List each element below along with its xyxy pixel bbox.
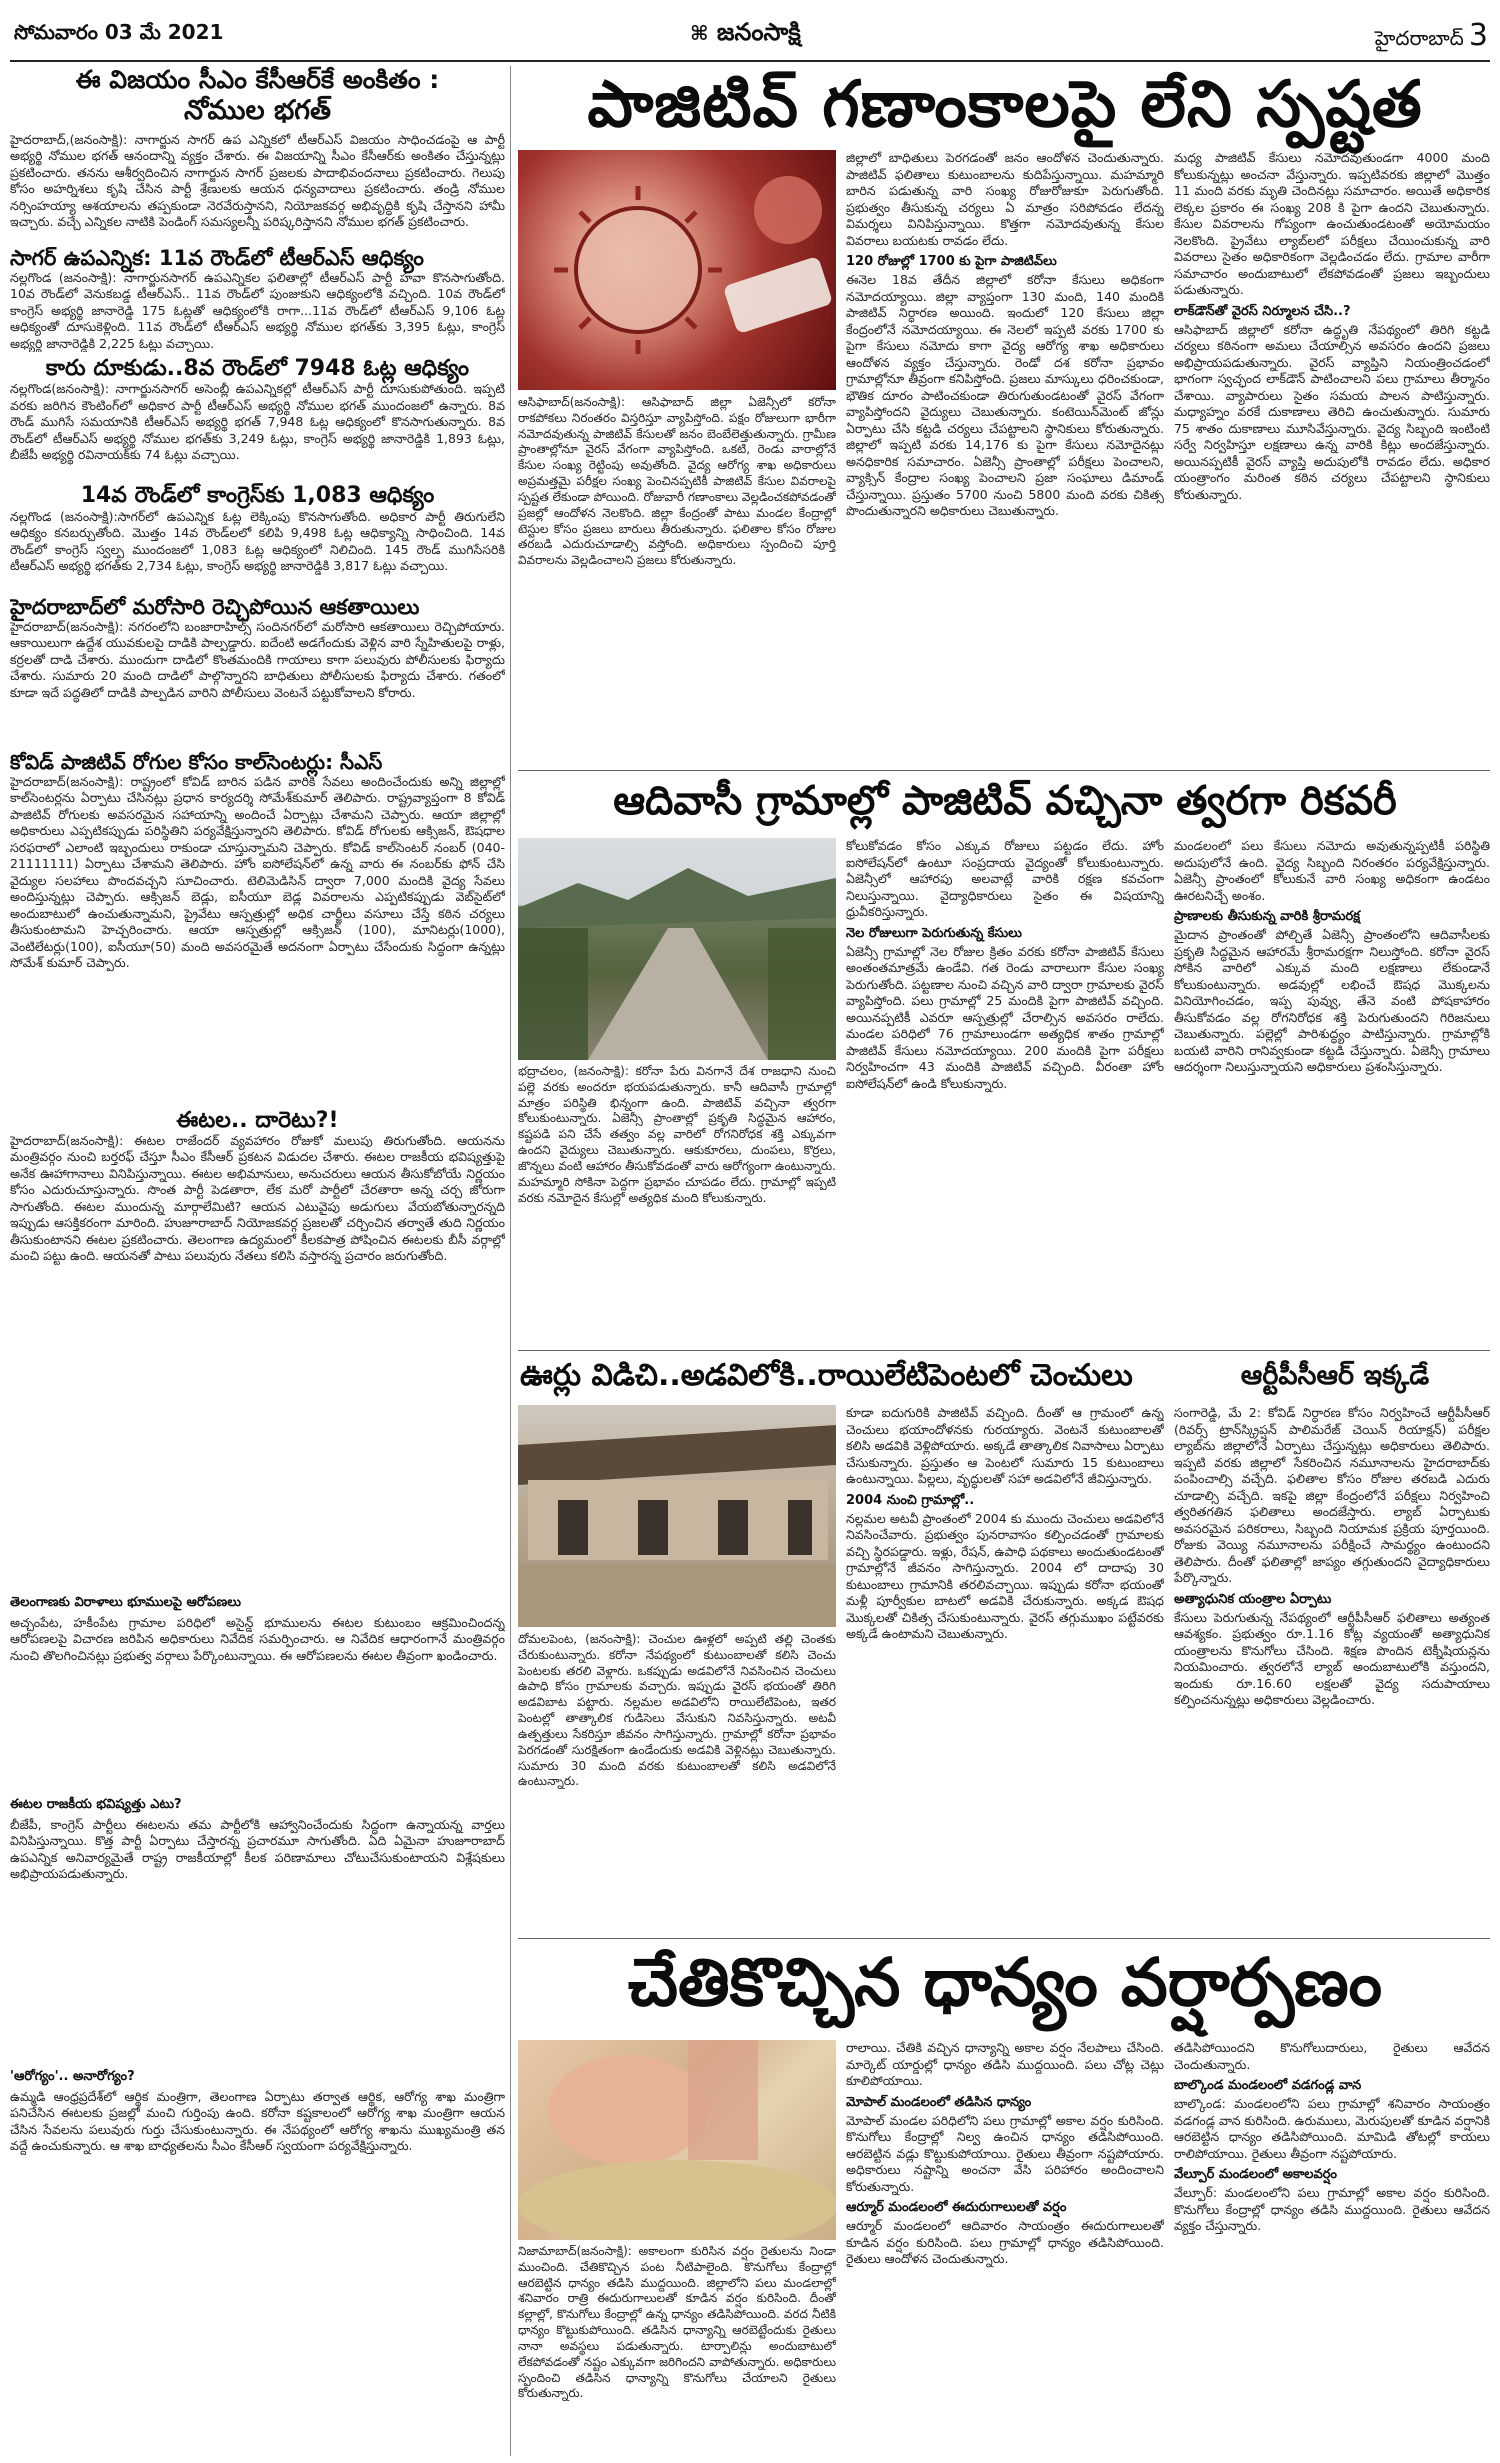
page-number: 3 <box>1468 18 1488 53</box>
story4-col2c-text: ఆర్మూర్‌ మండలంలో ఆదివారం సాయంత్రం ఈదురుగాలులతో కూడిన వర్షం కురిసింది. పలు గ్రామాల్లో ధాన్యం తడిసిపోయింది. రైతులు ఆందోళన చెందుతున్నారు. <box>846 2218 1164 2267</box>
story4-col2b-text: మోపాల్‌ మండల పరిధిలోని పలు గ్రామాల్లో అకాల వర్షం కురిసింది. కొనుగోలు కేంద్రాల్లో నిల్వ ఉంచిన ధాన్యం తడిసిపోయింది. ఆరబెట్టిన వడ్లు కొట్టుకుపోయాయి. రైతులు తీవ్రంగా నష్టపోయారు. అధికారులు నష్టాన్ని అంచనా వేసి పరిహారం అందించాలని కోరుతున్నారు. <box>846 2112 1164 2194</box>
road-landscape-icon <box>518 838 836 1060</box>
story3-col2 <box>846 1405 1164 1932</box>
story2-col2 <box>846 838 1164 1344</box>
story3-col3 <box>1174 1405 1490 1932</box>
header-rule <box>10 60 1490 62</box>
story2-photo-caption: భద్రాచలం, (జనంసాక్షి): కరోనా పేరు వినగానే దేశ రాజధాని నుంచి పల్లె వరకు అందరూ భయపడుతున్నారు. కానీ ఆదివాసీ గ్రామాల్లో మాత్రం పరిస్థితి భిన్నంగా ఉంది. పాజిటివ్‌ వచ్చినా త్వరగా కోలుకుంటున్నారు. ఏజెన్సీ ప్రాంతాల్లో ప్రకృతి సిద్ధమైన ఆహారం, కష్టపడి పని చేసే తత్వం వల్ల వారిలో రోగనిరోధక శక్తి ఎక్కువగా ఉందని వైద్యులు చెబుతున్నారు. ఆకుకూరలు, దుంపలు, కొర్రలు, జొన్నలు వంటి ఆహారం తీసుకోవడంతో వారు ఆరోగ్యంగా ఉంటున్నారు. మహమ్మారి సోకినా పెద్దగా ప్రభావం చూపడం లేదు. గ్రామాల్లో ఇప్పటి వరకు నమోదైన కేసుల్లో అత్యధిక మంది కోలుకున్నారు. <box>518 1064 836 1205</box>
story3-col2-subhead: 2004 నుంచి గ్రామాల్లో.. <box>846 1492 975 1508</box>
story2-col3-subhead: ప్రాణాలకు తీసుకున్న వారికి శ్రీరామరక్ష <box>1174 909 1360 924</box>
wet-grain-photo <box>518 2040 836 2240</box>
masthead-logo-icon: ⌘ <box>690 21 709 45</box>
story4-col2 <box>846 2040 1164 2454</box>
village-road-photo <box>518 838 836 1060</box>
left-story-6-body: హైదరాబాద్‌(జనంసాక్షి): రాష్ట్రంలో కోవిడ్‌ బారిన పడిన వారికి సేవలు అందించేందుకు అన్ని జిల్లాల్లో కాల్‌సెంటర్లను ఏర్పాటు చేసినట్లు ప్రధాన కార్యదర్శి సోమేశ్‌కుమార్‌ తెలిపారు. రాష్ట్రవ్యాప్తంగా 8 కోవిడ్‌ పాజిటివ్‌ రోగులకు అవసరమైన సహాయాన్ని అందించే ఏర్పాట్లు చేశామని చెప్పారు. ఆయా జిల్లాల్లో అధికారులు ఎప్పటికప్పుడు పరిస్థితిని పర్యవేక్షిస్తున్నారని తెలిపారు. కోవిడ్‌ రోగులకు ఆక్సిజన్‌, ఔషధాల సరఫరాలో ఎలాంటి ఇబ్బందులు రాకుండా చూస్తున్నామని చెప్పారు. కోవిడ్‌ కాల్‌సెంటర్‌ నంబర్‌ (040-21111111) ఏర్పాటు చేశామని తెలిపారు. హోం ఐసోలేషన్‌లో ఉన్న వారు ఈ నంబర్‌కు ఫోన్‌ చేసి వైద్యుల సలహాలు పొందవచ్చని సూచించారు. టెలిమెడిసిన్‌ ద్వారా 7,000 మందికి వైద్య సేవలు అందిస్తున్నట్లు చెప్పారు. ఆక్సిజన్‌ బెడ్లు, ఐసీయూ బెడ్ల వివరాలను ఎప్పటికప్పుడు వెబ్‌సైట్‌లో అందుబాటులో ఉంచుతున్నామని, ప్రైవేటు ఆస్పత్రుల్లో అధిక చార్జీలు వసూలు చేస్తే కఠిన చర్యలు తీసుకుంటామని హెచ్చరించారు. ఆయా ఆస్పత్రుల్లో ఆక్సిజన్‌ (100), మానిటర్లు(1000), వెంటిలేటర్లు(100), ఐసీయూ(50) మంది అవసరమైతే అదనంగా ఏర్పాటు చేసేందుకు సిద్ధంగా ఉన్నట్లు సోమేశ్‌ కుమార్‌ చెప్పారు. <box>10 773 505 971</box>
left-headline-7: ఈటల.. దారెటు?! <box>176 1107 339 1133</box>
main-headline: పాజిటివ్‌ గణాంకాలపై లేని స్పష్టత <box>587 68 1423 142</box>
left-headline-5: హైదరాబాద్‌లో మరోసారి రెచ్చిపోయిన ఆకతాయిలు <box>10 594 420 619</box>
virus-illustration-icon <box>518 150 836 390</box>
story2-col3-text: మండలంలో పలు కేసులు నమోదు అవుతున్నప్పటికీ పరిస్థితి అదుపులోనే ఉంది. వైద్య సిబ్బంది నిరంతరం పర్యవేక్షిస్తున్నారు. ఏజెన్సీ ప్రాంతంలో కోలుకునే వారి సంఖ్య అధికంగా ఉండటం ఊరటనిచ్చే అంశం. <box>1174 838 1490 903</box>
story4-col2-subhead: మోపాల్‌ మండలంలో తడిసిన ధాన్యం <box>846 2094 1032 2110</box>
story2-col2-text: కోలుకోవడం కోసం ఎక్కువ రోజులు పట్టడం లేదు. హోం ఐసోలేషన్‌లో ఉంటూ సంప్రదాయ వైద్యంతో కోలుకుంటున్నారు. ఏజెన్సీలో ఆహారపు అలవాట్లే వారికి రక్షణ కవచంగా నిలుస్తున్నాయి. వైద్యాధికారులు సైతం ఈ విషయాన్ని ధ్రువీకరిస్తున్నారు. <box>846 838 1164 919</box>
left-story-7b-body: బీజేపీ, కాంగ్రెస్‌ పార్టీలు ఈటలను తమ పార్టీలోకి ఆహ్వానించేందుకు సిద్ధంగా ఉన్నాయన్న వార్తలు వినిపిస్తున్నాయి. కొత్త పార్టీ ఏర్పాటు చేస్తారన్న ప్రచారమూ సాగుతోంది. ఏది ఏమైనా హుజూరాబాద్‌ ఉపఎన్నిక అనివార్యమైతే రాష్ట్ర రాజకీయాల్లో కీలక పరిణామాలు చోటుచేసుకుంటాయని విశ్లేషకులు అభిప్రాయపడుతున్నారు. <box>10 1816 505 1882</box>
left-story-1-body: హైదరాబాద్‌,(జనంసాక్షి): నాగార్జున సాగర్‌ ఉప ఎన్నికలో టీఆర్‌ఎస్‌ విజయం సాధించడంపై ఆ పార్టీ అభ్యర్థి నోముల భగత్‌ ఆనందాన్ని వ్యక్తం చేశారు. ఈ విజయాన్ని సీఎం కేసీఆర్‌కు అంకితం చేస్తున్నట్లు ప్రకటించారు. తనను ఆశీర్వదించిన నాగార్జున సాగర్‌ ప్రజలకు పాదాభివందనాలు ప్రకటించారు. గెలుపు కోసం అహర్నిశలు కృషి చేసిన పార్టీ శ్రేణులకు ఆయన ధన్యవాదాలు ప్రకటించారు. తండ్రి నోముల నర్సింహయ్యా ఆశయాలను తప్పకుండా నెరవేరుస్తానని, నియోజకవర్గ అభివృద్ధికి కృషి చేస్తానని హామీ ఇచ్చారు. వచ్చే ఎన్నికల నాటికి పెండింగ్‌ సమస్యలన్నీ పరిష్కరిస్తానని నోముల భగత్‌ ప్రకటించారు. <box>10 131 505 230</box>
left-headline-1: ఈ విజయం సీఎం కేసీఆర్‌కే అంకితం : నోముల భగత్ <box>75 66 440 126</box>
story2-col2-subhead: నెల రోజులుగా పెరుగుతున్న కేసులు <box>846 925 1022 941</box>
story4-col3 <box>1174 2040 1490 2454</box>
left-headline-4: 14వ రౌండ్‌లో కాంగ్రెస్‌కు 1,083 ఆధిక్యం <box>80 483 435 509</box>
huts-scene-icon <box>518 1405 836 1627</box>
column-divider <box>510 66 511 2456</box>
story4-col2-subhead-2: ఆర్మూర్‌ మండలంలో ఈదురుగాలులతో వర్షం <box>846 2200 1067 2216</box>
left-story-3-body: నల్లగొండ(జనంసాక్షి): నాగార్జునసాగర్‌ అసెంబ్లీ ఉపఎన్నికల్లో టీఆర్‌ఎస్‌ పార్టీ దూసుకుపోతుంది. ఇప్పటి వరకు జరిగిన కౌంటింగ్‌లో అధికార పార్టీ టీఆర్‌ఎస్‌ అభ్యర్థి నోముల భగత్‌ ముందంజలో ఉన్నారు. 8వ రౌండ్‌ ముగిసే సమయానికి టీఆర్‌ఎస్‌ అభ్యర్థి భగత్‌ 7,948 ఓట్ల ఆధిక్యంలో కొనసాగుతున్నారు. 8వ రౌండ్‌లో టీఆర్‌ఎస్‌ అభ్యర్థి నోముల భగత్‌కు 3,249 ఓట్లు, కాంగ్రెస్‌ అభ్యర్థి జానారెడ్డికి 1,893 ఓట్లు, బీజేపీ అభ్యర్థి రవినాయక్‌కు 74 ఓట్లు వచ్చాయి. <box>10 381 505 463</box>
story2-col3 <box>1174 838 1490 1344</box>
left-subhead-7c: 'ఆరోగ్యం'.. అనారోగ్యం? <box>10 2068 135 2084</box>
left-story-7-body: హైదరాబాద్‌(జనంసాక్షి): ఈటల రాజేందర్‌ వ్యవహారం రోజుకో మలుపు తిరుగుతోంది. ఆయనను మంత్రివర్గం నుంచి బర్తరఫ్‌ చేస్తూ సీఎం కేసీఆర్‌ ప్రకటన విడుదల చేశారు. ఈటల రాజకీయ భవిష్యత్తుపై అనేక ఊహాగానాలు వినిపిస్తున్నాయి. ఈటల అభిమానులు, అనుచరులు ఆయన తీసుకోబోయే నిర్ణయం కోసం ఎదురుచూస్తున్నారు. సొంత పార్టీ పెడతారా, లేక మరో పార్టీలో చేరతారా అన్న చర్చ జోరుగా సాగుతోంది. ఈటల ముందున్న మార్గాలేమిటి? ఆయన ఎటువైపు అడుగులు వేయబోతున్నారన్నది ఇప్పుడు ఆసక్తికరంగా మారింది. హుజూరాబాద్‌ నియోజకవర్గ ప్రజలతో చర్చించిన తర్వాతే తుది నిర్ణయం తీసుకుంటానని ఈటల ప్రకటించారు. తెలంగాణ ఉద్యమంలో కీలకపాత్ర పోషించిన ఈటలకు బీసీ వర్గాల్లో మంచి పట్టు ఉంది. ఆయనతో పాటు పలువురు నేతలు కలిసి వస్తారన్న ప్రచారం జరుగుతోంది. <box>10 1132 505 1264</box>
left-story-5-body: హైదరాబాద్‌(జనంసాక్షి): నగరంలోని బంజారాహిల్స్‌ సందినగర్‌లో మరోసారి ఆకతాయిలు రెచ్చిపోయారు. ఆకాయిలుగా ఉద్దేశ యువకులపై దాడికి పాల్పడ్డారు. ఐదేంటి అడగేందుకు వెళ్లిన వారి స్నేహితులపై రాళ్లు, కర్రలతో దాడి చేశారు. ముందుగా దాడిలో కొంతమందికి గాయాలు కాగా పలువురు పోలీసులకు ఫిర్యాదు చేశారు. సుమారు 20 మంది దాడిలో పాల్గొన్నారని బాధితులు పోలీసులకు ఫిర్యాదు చేశారు. గతంలో కూడా ఇదే పద్ధతిలో దాడికి పాల్పడిన వారిని పోలీసులు వెంటనే పట్టుకోవాలని కోరారు. <box>10 618 505 700</box>
story4-col3-subhead-2: వేల్పూర్‌ మండలంలో అకాలవర్షం <box>1174 2167 1338 2183</box>
story3-col3b-text: కేసులు పెరుగుతున్న నేపథ్యంలో ఆర్టీపీసీఆర్‌ ఫలితాలు అత్యంత ఆవశ్యకం. ప్రభుత్వం రూ.1.16 కోట్ల వ్యయంతో అత్యాధునిక యంత్రాలను కొనుగోలు చేసింది. శిక్షణ పొందిన టెక్నీషియన్లను నియమించారు. త్వరలోనే ల్యాబ్‌ అందుబాటులోకి వస్తుందని, ఇందుకు రూ.16.60 లక్షలతో వైద్య సదుపాయాలు కల్పించనున్నట్లు అధికారులు వెల్లడించారు. <box>1174 1609 1490 1708</box>
story3-col2b-text: నల్లమల అటవీ ప్రాంతంలో 2004 కు ముందు చెంచులు అడవిలోనే నివసించేవారు. ప్రభుత్వం పునరావాసం కల్పించడంతో గ్రామాలకు వచ్చి స్థిరపడ్డారు. ఇళ్లు, రేషన్‌, ఉపాధి పథకాలు అందుతుండటంతో గ్రామాల్లోనే జీవనం సాగిస్తున్నారు. 2004 లో దాదాపు 30 కుటుంబాలు గ్రామానికి తరలివచ్చాయి. ఇప్పుడు కరోనా భయంతో మళ్లీ పూర్వీకుల బాటలో అడవికి చేరుకున్నారు. అక్కడ ఔషధ మొక్కలతో చికిత్స చేసుకుంటున్నారు. వైరస్‌ తగ్గుముఖం పట్టేవరకు అక్కడే ఉంటామని చెబుతున్నారు. <box>846 1510 1164 1642</box>
left-headline-3: కారు దూకుడు..8వ రౌండ్‌లో 7948 ఓట్ల ఆధిక్యం <box>45 355 470 381</box>
story2-headline: ఆదివాసీ గ్రామాల్లో పాజిటివ్‌ వచ్చినా త్వరగా రికవరీ <box>613 778 1397 824</box>
story4-col2-text: రాలాయి. చేతికి వచ్చిన ధాన్యాన్ని అకాల వర్షం నేలపాలు చేసింది. మార్కెట్‌ యార్డుల్లో ధాన్యం తడిసి ముద్దయింది. పలు చోట్ల చెట్లు కూలిపోయాయి. <box>846 2040 1164 2088</box>
story3-sidebar-headline: ఆర్టీపీసీఆర్‌ ఇక్కడే <box>1240 1360 1430 1391</box>
story3-col3-subhead: అత్యాధునిక యంత్రాల ఏర్పాటు <box>1174 1591 1332 1607</box>
grain-heap-icon <box>518 2040 836 2240</box>
date-line: సోమవారం 03 మే 2021 <box>14 20 224 44</box>
main-col2-text: జిల్లాలో బాధితులు పెరగడంతో జనం ఆందోళన చెందుతున్నారు. పాజిటివ్‌ ఫలితాలు కుటుంబాలను కుదిపేస్తున్నాయి. మహమ్మారి బారిన పడుతున్న వారి సంఖ్య రోజురోజుకూ పెరుగుతోంది. ప్రభుత్వం తీసుకున్న చర్యలు ఏ మాత్రం సరిపోవడం లేదన్న విమర్శలు వినిపిస్తున్నాయి. కొత్తగా నమోదవుతున్న కేసుల వివరాలు బయటకు రావడం లేదు. <box>846 150 1164 248</box>
story4-col3c-text: వేల్పూర్‌: మండలంలోని పలు గ్రామాల్లో అకాల వర్షం కురిసింది. కొనుగోలు కేంద్రాల్లో ధాన్యం తడిసి ముద్దయింది. రైతులు ఆవేదన వ్యక్తం చేస్తున్నారు. <box>1174 2185 1490 2234</box>
story4-photo-caption: నిజామాబాద్‌(జనంసాక్షి): అకాలంగా కురిసిన వర్షం రైతులను నిండా ముంచింది. చేతికొచ్చిన పంట నీటిపాలైంది. కొనుగోలు కేంద్రాల్లో ఆరబెట్టిన ధాన్యం తడిసి ముద్దయింది. జిల్లాలోని పలు మండలాల్లో శనివారం రాత్రి ఈదురుగాలులతో కూడిన వర్షం కురిసింది. దీంతో కల్లాల్లో, కొనుగోలు కేంద్రాల్లో ఉన్న ధాన్యం తడిసిపోయింది. వరద నీటికి ధాన్యం కొట్టుకుపోయింది. తడిసిన ధాన్యాన్ని ఆరబెట్టేందుకు రైతులు నానా అవస్థలు పడుతున్నారు. టార్పాలిన్లు అందుబాటులో లేకపోవడంతో నష్టం ఎక్కువగా జరిగిందని వాపోతున్నారు. అధికారులు స్పందించి తడిసిన ధాన్యాన్ని కొనుగోలు చేయాలని రైతులు కోరుతున్నారు. <box>518 2244 836 2401</box>
main-col2b-text: ఈనెల 18వ తేదీన జిల్లాలో కరోనా కేసులు అధికంగా నమోదయ్యాయి. జిల్లా వ్యాప్తంగా 130 మంది, 140 మందికి పాజిటివ్‌ నిర్ధారణ అయింది. ఇందులో 120 కేసులు జిల్లా కేంద్రంలోనే నమోదయ్యాయి. ఈ నెలలో ఇప్పటి వరకు 1700 కు పైగా కేసులు నమోదు కాగా వైద్య ఆరోగ్య శాఖ అధికారులు ఆందోళన వ్యక్తం చేస్తున్నారు. రెండో దశ కరోనా ప్రభావం గ్రామాల్లోనూ తీవ్రంగా కనిపిస్తోంది. ప్రజలు మాస్కులు ధరించకుండా, భౌతిక దూరం పాటించకుండా తిరుగుతుండటంతో వైరస్‌ వేగంగా వ్యాపిస్తోందని వైద్యులు చెబుతున్నారు. కంటెయిన్‌మెంట్‌ జోన్లు ఏర్పాటు చేసి కట్టడి చర్యలు చేపట్టాలని స్థానికులు కోరుతున్నారు. జిల్లాలో ఇప్పటి వరకు 14,176 కు పైగా కేసులు నమోదైనట్లు అనధికారిక సమాచారం. ఏజెన్సీ ప్రాంతాల్లో పరీక్షలు పెంచాలని, వ్యాక్సిన్‌ కేంద్రాల సంఖ్య పెంచాలని ప్రజా సంఘాలు డిమాండ్‌ చేస్తున్నాయి. ప్రస్తుతం 5700 నుంచి 5800 మంది వరకు చికిత్స పొందుతున్నారని అధికారులు చెబుతున్నారు. <box>846 272 1164 519</box>
divider-1 <box>518 770 1490 771</box>
story2-col2b-text: ఏజెన్సీ గ్రామాల్లో నెల రోజుల క్రితం వరకు కరోనా పాజిటివ్‌ కేసులు అంతంతమాత్రమే ఉండేవి. గత రెండు వారాలుగా కేసుల సంఖ్య పెరుగుతోంది. పట్టణాల నుంచి వచ్చిన వారి ద్వారా గ్రామాలకు వైరస్‌ వ్యాపిస్తోంది. పలు గ్రామాల్లో 25 మందికి పైగా పాజిటివ్‌ వచ్చింది. అయినప్పటికీ ఎవరూ ఆస్పత్రుల్లో చేరాల్సిన అవసరం రాలేదు. మండల పరిధిలో 76 గ్రామాలుండగా అత్యధిక శాతం గ్రామాల్లో పాజిటివ్‌ కేసులు నమోదయ్యాయి. 200 మందికి పైగా పరీక్షలు నిర్వహించగా 43 మందికి పాజిటివ్‌ వచ్చింది. వీరంతా హోం ఐసోలేషన్‌లో ఉండి కోలుకున్నారు. <box>846 943 1164 1091</box>
story4-headline: చేతికొచ్చిన ధాన్యం వర్షార్పణం <box>627 1944 1383 2021</box>
left-column <box>10 66 505 2456</box>
left-story-7a-body: అచ్చంపేట, హకీంపేట గ్రామాల పరిధిలో అసైన్డ్‌ భూములను ఈటల కుటుంబం ఆక్రమించిందన్న ఆరోపణలపై విచారణ జరిపిన అధికారులు నివేదిక సమర్పించారు. ఆ నివేదిక ఆధారంగానే మంత్రివర్గం నుంచి తొలగించినట్లు ప్రభుత్వ వర్గాలు పేర్కొంటున్నాయి. ఈ ఆరోపణలను ఈటల తీవ్రంగా ఖండించారు. <box>10 1614 505 1663</box>
story2-col3b-text: మైదాన ప్రాంతంతో పోల్చితే ఏజెన్సీ ప్రాంతంలోని ఆదివాసీలకు ప్రకృతి సిద్ధమైన ఆహారమే శ్రీరామరక్షగా నిలుస్తోంది. కరోనా వైరస్‌ సోకిన వారిలో ఎక్కువ మంది లక్షణాలు లేకుండానే కోలుకుంటున్నారు. అడవుల్లో లభించే ఔషధ మొక్కలను వినియోగించడం, ఇప్ప పువ్వు, తేనె వంటి పోషకాహారం తీసుకోవడం వల్ల రోగనిరోధక శక్తి పెరుగుతుందని గిరిజనులు చెబుతున్నారు. పల్లెల్లో పారిశుద్ధ్యం పాటిస్తున్నారు. గ్రామాల్లోకి బయటి వారిని రానివ్వకుండా కట్టడి చేస్తున్నారు. ఏజెన్సీ గ్రామాలు ఆదర్శంగా నిలుస్తున్నాయని అధికారులు ప్రశంసిస్తున్నారు. <box>1174 927 1490 1075</box>
story4-col3-text: తడిసిపోయిందని కొనుగోలుదారులు, రైతులు ఆవేదన చెందుతున్నారు. <box>1174 2040 1490 2072</box>
left-story-7c-body: ఉమ్మడి ఆంధ్రప్రదేశ్‌లో ఆర్థిక మంత్రిగా, తెలంగాణ ఏర్పాటు తర్వాత ఆర్థిక, ఆరోగ్య శాఖ మంత్రిగా పనిచేసిన ఈటలకు ప్రజల్లో మంచి గుర్తింపు ఉంది. కరోనా కష్టకాలంలో ఆరోగ్య శాఖ మంత్రిగా ఆయన చేసిన సేవలను పలువురు గుర్తు చేసుకుంటున్నారు. ఈ నేపథ్యంలో ఆరోగ్య శాఖను ముఖ్యమంత్రి తన వద్దే ఉంచుకున్నారు. ఆ శాఖ బాధ్యతలను సీఎం కేసీఆర్‌ స్వయంగా పర్యవేక్షిస్తున్నారు. <box>10 2088 505 2154</box>
page-number-block <box>1375 18 1488 55</box>
story4-col3-subhead: బాల్కొండ మండలంలో వడగండ్ల వాన <box>1174 2078 1362 2093</box>
city-name: హైదరాబాద్ <box>1374 26 1464 50</box>
story3-photo-caption: దోమలపెంట, (జనంసాక్షి): చెంచుల ఊళ్లలో అప్పటి తల్లి చెంతకు చేరుకుంటున్నారు. కరోనా నేపథ్యంలో కుటుంబాలతో కలిసి చెంచు పెంటలకు తరలి వెళ్లారు. ఒకప్పుడు అడవిలోనే నివసించిన చెంచులు ఉపాధి కోసం గ్రామాలకు వచ్చారు. ఇప్పుడు వైరస్‌ భయంతో తిరిగి అడవిబాట పట్టారు. నల్లమల అడవిలోని రాయిలేటిపెంట, ఇతర పెంటల్లో తాత్కాలిక గుడిసెలు వేసుకుని నివసిస్తున్నారు. అటవీ ఉత్పత్తులు సేకరిస్తూ జీవనం సాగిస్తున్నారు. గ్రామాల్లో కరోనా ప్రభావం పెరగడంతో సురక్షితంగా ఉండేందుకు అడవికి వెళ్లినట్లు చెబుతున్నారు. సుమారు 30 మంది వరకు కుటుంబాలతో కలిసి అడవిలోనే ఉంటున్నారు. <box>518 1632 836 1789</box>
left-story-4-body: నల్లగొండ (జనంసాక్షి):సాగర్‌లో ఉపఎన్నిక ఓట్ల లెక్కింపు కొనసాగుతోంది. అధికార పార్టీ తిరుగులేని ఆధిక్యం కనబర్చుతోంది. మొత్తం 14వ రౌండ్‌లలో కలిపి 9,498 ఓట్ల ఆధిక్యాన్ని సాధించింది. 14వ రౌండ్‌లో కాంగ్రెస్‌ స్వల్ప ముందంజలో 1,083 ఓట్ల ఆధిక్యంలో నిలిచింది. 145 రౌండ్‌ ముగిసేసరికి టీఆర్‌ఎస్‌ అభ్యర్థి భగత్‌కు 2,734 ఓట్లు, కాంగ్రెస్‌ అభ్యర్థి జానారెడ్డికి 3,817 ఓట్లు వచ్చాయి. <box>10 508 505 574</box>
main-photo-caption: ఆసిఫాబాద్‌(జనంసాక్షి): ఆసిఫాబాద్‌ జిల్లా ఏజెన్సీలో కరోనా రాకపోకలు నిరంతరం విస్తరిస్తూ వ్యాపిస్తోంది. పక్షం రోజులుగా భారీగా నమోదవుతున్న పాజిటివ్‌ కేసులతో జనం బెంబేలెత్తుతున్నారు. గ్రామీణ ప్రాంతాల్లోనూ వైరస్‌ వేగంగా వ్యాపిస్తోంది. ఒకటి, రెండు వారాల్లోనే కేసుల సంఖ్య రెట్టింపు అవుతోంది. వైద్య ఆరోగ్య శాఖ అధికారులు అప్రమత్తమై పరీక్షల సంఖ్య పెంచినప్పటికీ పాజిటివ్‌ కేసుల వివరాలపై స్పష్టత లేకుండా పోయింది. రోజువారీ గణాంకాలు వెల్లడించకపోవడంతో ప్రజల్లో ఆందోళన నెలకొంది. జిల్లా కేంద్రంతో పాటు మండల కేంద్రాల్లో టెస్టుల కోసం ప్రజలు బారులు తీరుతున్నారు. ఫలితాల కోసం రోజుల తరబడి ఎదురుచూడాల్సి వస్తోంది. అధికారులు స్పందించి పూర్తి వివరాలను వెల్లడించాలని ప్రజలు కోరుతున్నారు. <box>518 395 836 568</box>
left-story-2-body: నల్లగొండ (జనంసాక్షి): నాగార్జునసాగర్‌ ఉపఎన్నికల ఫలితాల్లో టీఆర్‌ఎస్‌ పార్టీ హవా కొనసాగుతోంది. 10వ రౌండ్‌లో వెనుకబడ్డ టీఆర్‌ఎస్‌.. 11వ రౌండ్‌లో పుంజుకుని ఆధిక్యంలోకి వచ్చింది. 10వ రౌండ్‌లో కాంగ్రెస్‌ అభ్యర్థి జానారెడ్డి 175 ఓట్లతో ఆధిక్యంలోకి రాగా...11వ రౌండ్‌లో టీఆర్‌ఎస్‌ 9,106 ఓట్ల ఆధిక్యంతో దూసుకెళ్లింది. 11వ రౌండ్‌లో టీఆర్‌ఎస్‌ అభ్యర్థి నోముల భగత్‌కు 3,395 ఓట్లు, కాంగ్రెస్‌ అభ్యర్థి జానారెడ్డికి 2,225 ఓట్లు వచ్చాయి. <box>10 269 505 351</box>
main-col2 <box>846 150 1164 765</box>
story3-col2-text: కూడా ఐదుగురికి పాజిటివ్‌ వచ్చింది. దీంతో ఆ గ్రామంలో ఉన్న చెంచులు భయాందోళనకు గురయ్యారు. వెంటనే కుటుంబాలతో కలిసి అడవికి వెళ్లిపోయారు. అక్కడే తాత్కాలిక నివాసాలు ఏర్పాటు చేసుకున్నారు. ప్రస్తుతం ఆ పెంటలో సుమారు 15 కుటుంబాలు ఉంటున్నాయి. పిల్లలు, వృద్ధులతో సహా అడవిలోనే జీవిస్తున్నారు. <box>846 1405 1164 1486</box>
divider-2 <box>518 1350 1490 1351</box>
left-subhead-7b: ఈటల రాజకీయ భవిష్యత్తు ఎటు? <box>10 1796 182 1812</box>
story3-headline: ఊర్లు విడిచి..అడవిలోకి..రాయిలేటిపెంటలో చెంచులు <box>520 1358 1133 1393</box>
masthead: ⌘ జనంసాక్షి <box>690 18 801 46</box>
left-headline-2: సాగర్‌ ఉపఎన్నిక: 11వ రౌండ్‌లో టీఆర్‌ఎస్‌ ఆధిక్యం <box>10 245 424 270</box>
story4-col3b-text: బాల్కొండ: మండలంలోని పలు గ్రామాల్లో శనివారం సాయంత్రం వడగండ్ల వాన కురిసింది. ఉరుములు, మెరుపులతో కూడిన వర్షానికి ఆరబెట్టిన ధాన్యం తడిసిపోయింది. మామిడి తోటల్లో కాయలు రాలిపోయాయి. రైతులు తీవ్రంగా నష్టపోయారు. <box>1174 2096 1490 2161</box>
tribal-huts-photo <box>518 1405 836 1627</box>
main-col3 <box>1174 150 1490 765</box>
main-col3-subhead: లాక్‌డౌన్‌తో వైరస్‌ నిర్మూలన చేసి..? <box>1174 303 1351 319</box>
divider-3 <box>518 1938 1490 1939</box>
left-subhead-7a: తెలంగాణకు విరాళాలు భూములపై ఆరోపణలు <box>10 1594 242 1610</box>
covid-virus-photo <box>518 150 836 390</box>
main-col3b-text: ఆసిఫాబాద్‌ జిల్లాలో కరోనా ఉద్ధృతి నేపథ్యంలో తిరిగి కట్టడి చర్యలు కఠినంగా అమలు చేయాల్సిన అవసరం ఉందని ప్రజలు అభిప్రాయపడుతున్నారు. వైరస్‌ వ్యాప్తిని నియంత్రించడంలో భాగంగా స్వచ్ఛంద లాక్‌డౌన్‌ పాటించాలని పలు గ్రామాలు తీర్మానం చేశాయి. వ్యాపారులు సైతం సమయ పాలన పాటిస్తున్నారు. మధ్యాహ్నం వరకే దుకాణాలు తెరిచి ఉంచుతున్నారు. సుమారు 75 శాతం దుకాణాలు మూసివేస్తున్నారు. వైద్య సిబ్బంది ఇంటింటి సర్వే నిర్వహిస్తూ లక్షణాలు ఉన్న వారికి కిట్లు అందజేస్తున్నారు. అయినప్పటికీ వైరస్‌ వ్యాప్తి అదుపులోకి రావడం లేదు. అధికార యంత్రాంగం మరింత కఠిన చర్యలు చేపట్టాలని స్థానికులు కోరుతున్నారు. <box>1174 321 1490 502</box>
story3-col3-text: సంగారెడ్డి, మే 2: కోవిడ్‌ నిర్ధారణ కోసం నిర్వహించే ఆర్టీపీసీఆర్‌ (రివర్స్‌ ట్రాన్‌స్క్రిప్షన్‌ పాలిమరేజ్‌ చెయిన్‌ రియాక్షన్‌) పరీక్షల ల్యాబ్‌ను జిల్లాలోనే ఏర్పాటు చేస్తున్నట్లు అధికారులు తెలిపారు. ఇప్పటి వరకు జిల్లాలో సేకరించిన నమూనాలను హైదరాబాద్‌కు పంపించాల్సి వచ్చేది. ఫలితాల కోసం రోజుల తరబడి ఎదురు చూడాల్సి వచ్చేది. ఇకపై జిల్లా కేంద్రంలోనే పరీక్షలు నిర్వహించి త్వరితగతిన ఫలితాలు అందజేస్తారు. ల్యాబ్‌ ఏర్పాటుకు అవసరమైన పరికరాలు, సిబ్బంది నియామక ప్రక్రియ పూర్తయింది. రోజుకు వెయ్యి నమూనాలను పరీక్షించే సామర్థ్యం ఉంటుందని తెలిపారు. దీంతో ఫలితాల్లో జాప్యం తగ్గుతుందని వైద్యాధికారులు పేర్కొన్నారు. <box>1174 1405 1490 1585</box>
left-headline-6: కోవిడ్‌ పాజిటివ్‌ రోగుల కోసం కాల్‌సెంటర్లు: సీఎస్‌ <box>10 749 383 774</box>
main-col3-text: మధ్య పాజిటివ్‌ కేసులు నమోదవుతుండగా 4000 మంది కోలుకున్నట్లు అంచనా వేస్తున్నారు. ఇప్పటివరకు జిల్లాలో మొత్తం 11 మంది వరకు మృతి చెందినట్లు సమాచారం. అయితే అధికారిక లెక్కల ప్రకారం ఈ సంఖ్య 208 కి పైగా ఉందని చెబుతున్నారు. కేసుల వివరాలను గోప్యంగా ఉంచుతుండటంతో అయోమయం నెలకొంది. ప్రైవేటు ల్యాబ్‌లలో పరీక్షలు చేయించుకున్న వారి వివరాలు సైతం అధికారికంగా వెల్లడించడం లేదు. గ్రామాల వారీగా సమాచారం అందుబాటులో లేకపోవడంతో ప్రజలు ఇబ్బందులు పడుతున్నారు. <box>1174 150 1490 297</box>
main-col2-subhead: 120 రోజుల్లో 1700 కు పైగా పాజిటివ్‌లు <box>846 254 1057 269</box>
